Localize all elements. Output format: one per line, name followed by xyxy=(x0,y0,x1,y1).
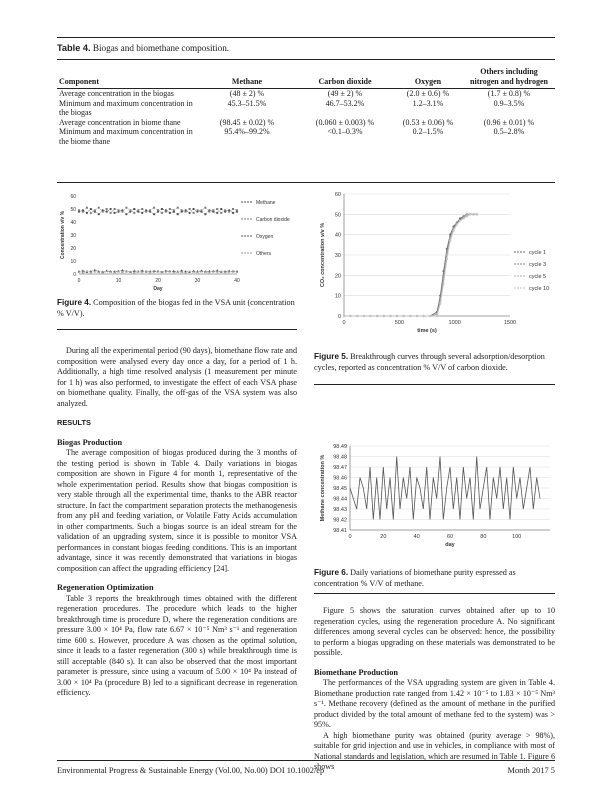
data-point xyxy=(121,269,124,271)
y-tick-label: 20 xyxy=(70,246,76,252)
x-axis-label: day xyxy=(445,542,455,548)
x-axis-label: Day xyxy=(153,286,163,292)
x-axis-label: time (s) xyxy=(417,328,437,334)
series-line xyxy=(344,214,477,316)
biomethane-paragraph-2: A high biomethane purity was obtained (purity average > 98%), suitable for grid injection and use in vehicles, in compliance with most of National standards and legislation, which are resumed in Table 1. Figure 6 shows xyxy=(314,730,555,771)
data-point xyxy=(78,209,80,211)
data-point xyxy=(149,209,151,211)
data-point xyxy=(469,213,471,215)
y-tick-label: 98.46 xyxy=(333,475,347,482)
y-tick-label: 10 xyxy=(334,293,341,300)
table-cell: 0.2–1.5% xyxy=(412,127,444,136)
y-tick-label: 0 xyxy=(73,272,76,278)
table-cell: (0.53 ± 0.06) % xyxy=(402,117,454,127)
footer-page: Month 2017 5 xyxy=(507,766,555,775)
table-cell: Average concentration in biome thane xyxy=(59,117,181,127)
table-cell: Minimum and maximum concentration in the biogas xyxy=(59,98,193,117)
data-point xyxy=(193,212,195,214)
table-cell: (49 ± 2) % xyxy=(327,89,363,98)
data-point xyxy=(216,212,218,214)
y-tick-label: 98.43 xyxy=(333,507,347,513)
y-tick-label: 98.44 xyxy=(333,496,347,503)
footer-rule xyxy=(57,760,555,761)
data-point xyxy=(436,315,438,317)
data-point xyxy=(376,315,378,317)
table-cell: (2.0 ± 0.6) % xyxy=(406,89,450,98)
data-point xyxy=(177,213,179,215)
table-cell: 0.9–3.5% xyxy=(493,98,525,108)
table-row xyxy=(57,99,555,118)
data-point xyxy=(106,208,108,210)
data-point xyxy=(177,207,179,209)
data-point xyxy=(106,211,108,213)
data-point xyxy=(161,208,163,210)
legend-label: cycle 5 xyxy=(529,274,547,280)
data-point xyxy=(82,269,85,271)
x-tick-label: 60 xyxy=(446,534,454,540)
series-line xyxy=(344,214,477,316)
x-tick-label: 10 xyxy=(115,278,122,284)
y-tick-label: 60 xyxy=(70,194,76,200)
data-point xyxy=(129,209,131,211)
x-tick-label: 0 xyxy=(342,320,346,326)
data-point xyxy=(369,315,371,317)
header-methane: Methane xyxy=(197,67,297,89)
data-point xyxy=(204,213,206,215)
regeneration-paragraph: Table 3 reports the breakthrough times obtained with the different regeneration procedures. The procedure which leads to the higher breakthrough time is procedure D, where the regeneration conditions are pressure 3.00 × 10⁴ Pa, flow rate 6.67 × 10⁻⁵ Nm³ s⁻¹ and regeneration time 600 s. However, procedure A was chosen as the optimal solution, since it leads to a faster regeneration (300 s) while breakthrough time is still acceptable (840 s). It can also be observed that the most important parameter is pressure, since using a vacuum of 5.00 × 10⁴ Pa instead of 3.00 × 10⁴ Pa (procedure B) led to a significant decrease in regeneration efficiency. xyxy=(57,593,297,697)
data-point xyxy=(403,315,405,317)
data-point xyxy=(343,315,345,317)
data-point xyxy=(452,230,454,232)
table-bottom-rule xyxy=(57,182,555,183)
table-top-rule xyxy=(57,59,555,60)
data-point xyxy=(200,209,202,211)
figure5-label: Figure 5. xyxy=(314,352,349,361)
data-point xyxy=(356,315,358,317)
y-tick-label: 50 xyxy=(70,207,76,213)
figure4-caption xyxy=(57,298,297,319)
x-tick-label: 100 xyxy=(512,534,522,540)
left-column xyxy=(57,346,297,699)
legend-label: Others xyxy=(256,251,272,257)
x-tick-label: 1000 xyxy=(448,320,461,326)
table-cell: (0.060 ± 0.003) % xyxy=(315,117,375,127)
x-tick-label: 0 xyxy=(348,534,352,540)
data-point xyxy=(153,213,155,215)
figure4-chart xyxy=(57,188,302,293)
legend-label: Carbon dioxide xyxy=(256,217,290,223)
data-point xyxy=(141,208,143,210)
x-tick-label: 500 xyxy=(394,320,404,326)
data-point xyxy=(165,211,167,213)
data-point xyxy=(133,269,136,271)
data-point xyxy=(114,208,116,210)
data-point xyxy=(173,209,175,211)
data-point xyxy=(220,212,222,214)
y-tick-label: 30 xyxy=(334,253,341,259)
data-point xyxy=(466,213,468,215)
data-point xyxy=(350,315,352,317)
y-tick-label: 98.47 xyxy=(333,465,347,471)
data-point xyxy=(416,315,418,317)
data-point xyxy=(423,315,425,317)
data-point xyxy=(157,209,159,211)
data-point xyxy=(232,208,234,210)
x-tick-label: 1500 xyxy=(503,320,517,326)
legend-label: cycle 1 xyxy=(529,250,547,256)
y-tick-label: 98.45 xyxy=(333,486,347,492)
data-point xyxy=(181,209,183,211)
data-point xyxy=(197,209,199,211)
data-point xyxy=(98,207,100,209)
data-point xyxy=(118,209,120,211)
table-cell: Minimum and maximum concentration in the biome thane xyxy=(59,127,193,146)
legend-label: cycle 3 xyxy=(529,262,547,268)
right-column xyxy=(314,606,555,773)
x-tick-label: 20 xyxy=(380,534,387,540)
y-tick-label: 0 xyxy=(337,314,341,320)
data-point xyxy=(153,207,155,209)
table-cell: 0.5–2.8% xyxy=(493,127,525,136)
data-point xyxy=(185,211,187,213)
y-tick-label: 98.48 xyxy=(333,454,347,461)
figure5-rule xyxy=(314,384,555,385)
figure5-caption-text: Breakthrough curves through several adsorption/desorption cycles, reported as concentration % V/V of carbon dioxide. xyxy=(314,352,545,372)
x-tick-label: 40 xyxy=(234,278,240,284)
data-point xyxy=(169,208,171,210)
header-others: Others including nitrogen and hydrogen xyxy=(463,67,555,89)
y-tick-label: 40 xyxy=(334,232,341,239)
data-point xyxy=(90,208,92,210)
data-point xyxy=(102,211,104,213)
data-point xyxy=(459,219,461,221)
data-point xyxy=(98,213,100,215)
series-line xyxy=(344,214,477,316)
table-caption-text: Biogas and biomethane composition. xyxy=(92,43,230,53)
data-point xyxy=(389,315,391,317)
y-tick-label: 20 xyxy=(334,273,341,280)
results-heading: RESULTS xyxy=(57,418,91,427)
data-point xyxy=(224,209,226,211)
data-point xyxy=(429,315,431,317)
figure4-rule xyxy=(57,329,297,330)
figure5-chart xyxy=(314,188,555,348)
data-point xyxy=(86,207,88,209)
series-line xyxy=(344,214,477,316)
data-point xyxy=(110,212,112,214)
header-component: Component xyxy=(57,67,197,89)
y-axis-label: Methane concentration % xyxy=(320,454,326,522)
data-point xyxy=(121,211,123,213)
biomethane-heading: Biomethane Production xyxy=(314,667,398,677)
legend-label: cycle 10 xyxy=(529,286,550,292)
data-point xyxy=(446,258,448,260)
data-point xyxy=(456,223,458,225)
data-point xyxy=(125,207,127,209)
table-cell: 95.4%–99.2% xyxy=(224,127,270,136)
data-point xyxy=(145,211,147,213)
table-cell: <0.1–0.3% xyxy=(327,127,363,136)
y-tick-label: 98.42 xyxy=(333,517,347,524)
table-row xyxy=(57,89,555,99)
data-point xyxy=(363,315,365,317)
figure6-chart xyxy=(314,438,555,570)
table-header-row xyxy=(57,67,555,89)
table-cell: (0.96 ± 0.01) % xyxy=(483,117,535,127)
data-point xyxy=(133,208,135,210)
y-tick-label: 98.49 xyxy=(333,444,347,450)
data-point xyxy=(189,212,191,214)
data-point xyxy=(476,213,478,215)
data-point xyxy=(189,208,191,210)
y-tick-label: 10 xyxy=(70,259,76,265)
data-point xyxy=(141,212,143,214)
y-axis-label: Concentration v/v % xyxy=(60,210,66,260)
top-rule xyxy=(57,37,555,38)
figure4-caption-text: Composition of the biogas fed in the VSA unit (concentration % V/V). xyxy=(57,298,295,318)
data-point xyxy=(110,208,112,210)
intro-paragraph: During all the experimental period (90 days), biomethane flow rate and composition were analysed every day once a day, for a period of 1 h. Additionally, a high time resolved analysis (1 measurement per minute for 1 h) was also performed, to investigate the effect of each VSA phase on biomethane quality. Finally, the off-gas of the VSA system was also analyzed. xyxy=(57,346,297,408)
figure6-caption-text: Daily variations of biomethane purity espressed as concentration % V/V of methane. xyxy=(314,568,516,588)
data-point xyxy=(204,207,206,209)
data-point xyxy=(220,208,222,210)
figure6-rule xyxy=(314,593,555,594)
data-point xyxy=(236,209,238,211)
data-point xyxy=(161,212,163,214)
data-point xyxy=(208,211,210,213)
data-point xyxy=(472,213,474,215)
biomethane-paragraph-1: The performances of the VSA upgrading system are given in Table 4. Biomethane production rate ranged from 1.42 × 10⁻⁵ to 1.83 × 10⁻⁵ Nm³ s⁻¹. Methane recovery (defined as the amount of methane in the purified product divided by the total amount of methane fed to the system) was > 95%. xyxy=(314,678,555,729)
data-point xyxy=(137,209,139,211)
x-tick-label: 80 xyxy=(480,534,487,540)
table-caption xyxy=(57,43,229,53)
data-point xyxy=(396,315,398,317)
legend-label: Methane xyxy=(256,200,276,206)
data-point xyxy=(86,212,88,214)
x-tick-label: 20 xyxy=(155,278,161,284)
x-tick-label: 40 xyxy=(413,534,420,540)
figure5-caption xyxy=(314,352,555,373)
data-point xyxy=(228,211,230,213)
y-tick-label: 50 xyxy=(334,212,341,219)
data-point xyxy=(216,208,218,210)
data-point xyxy=(125,213,127,215)
data-point xyxy=(90,212,92,214)
header-carbon-dioxide: Carbon dioxide xyxy=(297,67,393,89)
data-point xyxy=(82,211,84,213)
figure5-discussion-paragraph: Figure 5 shows the saturation curves obtained after up to 10 regeneration cycles, using the regeneration procedure A. No significant differences among several cycles can be observed: hence, the possibility to perform a biogas upgrading on these materials was demonstrated to be possible. xyxy=(314,606,555,657)
x-tick-label: 0 xyxy=(77,278,81,284)
table-label: Table 4. xyxy=(57,43,91,53)
table-cell: 1.2–3.1% xyxy=(412,98,444,108)
figure6-label: Figure 6. xyxy=(314,568,349,577)
biogas-paragraph: The average composition of biogas produced during the 3 months of the testing period is shown in Table 4. Daily variations in biogas composition are shown in Figure 4 for month 1, representative of the whole experimentation period. Results show that biogas composition is very stable through all the experimental time, thanks to the ABR reactor structure. In fact the compartment separation protects the methanogenesis from any pH and feeding variation, or Volatile Fatty Acids accumulation in other compartments. Such a biogas source is an ideal stream for the validation of an upgrading system, since it is possible to monitor VSA performances in constant biogas feeding conditions. This is an important advantage, since it was recently demonstrated that variations in biogas composition can affect the upgrading efficiency [24]. xyxy=(57,448,297,573)
data-point xyxy=(462,217,464,219)
data-point xyxy=(133,212,135,214)
y-tick-label: 30 xyxy=(70,233,76,239)
header-oxygen: Oxygen xyxy=(393,67,463,89)
table-row xyxy=(57,118,555,128)
figure4-label: Figure 4. xyxy=(57,298,92,307)
x-tick-label: 30 xyxy=(194,278,201,284)
data-point xyxy=(439,303,441,305)
data-point xyxy=(94,209,96,211)
data-point xyxy=(169,212,171,214)
y-tick-label: 40 xyxy=(70,220,76,226)
data-point xyxy=(443,282,445,284)
table-cell: (98.45 ± 0.02) % xyxy=(219,117,275,127)
data-point xyxy=(449,240,451,242)
table-cell: (48 ± 2) % xyxy=(229,89,265,98)
table-cell: 45.3–51.5% xyxy=(227,98,267,108)
table-cell: Average concentration in the biogas xyxy=(59,89,174,98)
legend-label: Oxygen xyxy=(256,234,274,240)
data-point xyxy=(383,315,385,317)
biogas-heading: Biogas Production xyxy=(57,437,123,447)
data-point xyxy=(192,208,194,210)
table-cell: (1.7 ± 0.8) % xyxy=(487,89,531,98)
y-tick-label: 98.41 xyxy=(333,528,347,534)
data-point xyxy=(212,209,214,211)
table-row xyxy=(57,127,555,146)
data-point xyxy=(232,212,234,214)
regeneration-heading: Regeneration Optimization xyxy=(57,583,154,592)
y-tick-label: 60 xyxy=(334,192,341,198)
y-axis-label: CO₂ concentration v/v % xyxy=(320,222,326,288)
data-point xyxy=(113,212,115,214)
table-cell: 46.7–53.2% xyxy=(325,98,365,108)
footer-journal: Environmental Progress & Sustainable Energy (Vol.00, No.00) DOI 10.1002/ep xyxy=(57,766,325,775)
composition-table xyxy=(57,67,555,146)
data-point xyxy=(409,315,411,317)
figure6-caption xyxy=(314,568,555,589)
data-point xyxy=(466,215,468,217)
